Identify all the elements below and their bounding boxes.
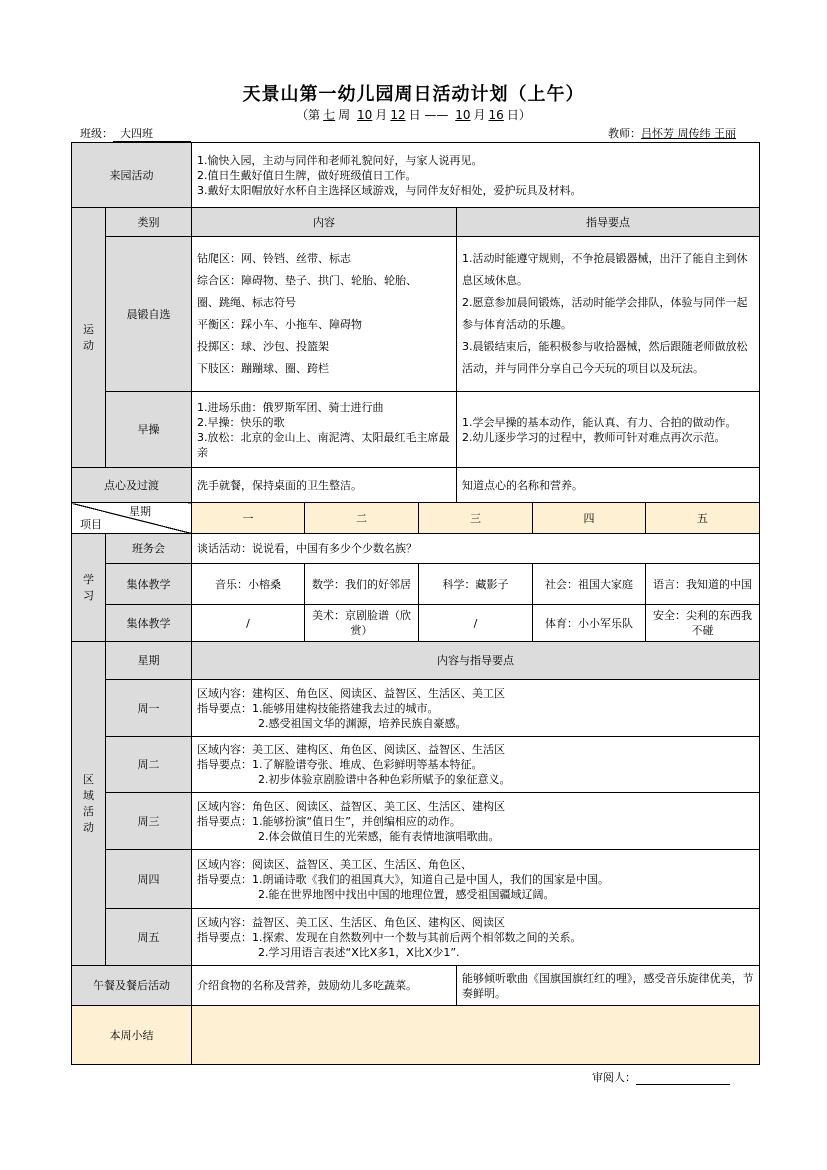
morning-content [192,237,457,392]
teacher-value: 吕怀芳 周传纬 王丽 [641,127,736,140]
sports-section-label [72,208,106,468]
month-label: 月 [375,108,388,122]
area-guide: 2.初步体验京剧脸谱中各种色彩所赋予的象征意义。 [258,773,511,786]
morning-content-line: 平衡区：踩小车、小拖车、障碍物 [197,318,362,331]
area-char: 区 [83,772,94,786]
content-header: 内容 [192,208,457,237]
lesson2-mon: / [192,605,305,642]
area-guide: 指导要点：1.了解脸谱夸张、堆成、色彩鲜明等基本特征。 [197,758,483,771]
exercise-guide [457,392,760,468]
lesson-fri: 语言：我知道的中国 [646,564,760,605]
arrival-content [192,143,760,208]
to-month: 10 [455,108,471,122]
morning-content-line: 圈、跳绳、标志符号 [197,296,296,309]
sports-char: 运 [83,322,94,336]
exercise-guide-line: 2.幼儿逐步学习的过程中，教师可针对难点再次示范。 [462,430,726,444]
area-day-tue: 周二 [106,737,192,793]
arrival-line: 2.值日生戴好值日生牌，做好班级值日工作。 [197,168,417,182]
area-detail-wed [192,793,760,850]
area-guide: 指导要点：1.能够用建构技能搭建我去过的城市。 [197,701,439,715]
area-guide: 2.体会做值日生的光荣感，能有表情地演唱歌曲。 [258,829,500,843]
group-teaching-label-2: 集体教学 [106,605,192,642]
week-prefix: （第 [296,108,321,122]
morning-content-line: 综合区：障碍物、垫子、拱门、轮胎、轮胎、 [197,274,417,287]
lesson-wed: 科学：藏影子 [419,564,533,605]
exercise-content [192,392,457,468]
exercise-row [72,392,760,468]
lesson-thu: 社会：祖国大家庭 [533,564,646,605]
morning-guide-line: 2.愿意参加晨间锻炼，活动时能学会排队，体验与同伴一起参与体育活动的乐趣。 [462,296,748,331]
area-content-header: 内容与指导要点 [192,642,760,680]
morning-row [72,237,760,392]
class-info [80,125,191,142]
group-teaching-row-1 [72,564,760,605]
class-meeting-content: 谈话活动：说说看，中国有多少个少数名族？ [192,534,760,564]
area-guide: 2.感受祖国文华的渊源，培养民族自豪感。 [258,716,467,730]
morning-content-line: 投掷区：球、沙包、投篮架 [197,340,329,353]
activity-plan-table [71,142,760,1065]
arrival-line: 1.愉快入园，主动与同伴和老师礼貌问好，与家人说再见。 [197,153,483,167]
area-detail-thu [192,850,760,909]
lunch-label: 午餐及餐后活动 [72,966,192,1006]
guide-header: 指导要点 [457,208,760,237]
snack-label: 点心及过渡 [72,468,192,503]
day-label: 日 —— [408,108,449,122]
day-header-tue: 二 [305,503,419,534]
area-day-header: 星期 [106,642,192,680]
item-corner-label: 项目 [80,518,102,531]
area-row-mon [72,680,760,737]
area-day-fri: 周五 [106,909,192,966]
day-header-wed: 三 [419,503,533,534]
area-guide: 指导要点：1.探索、发现在自然数列中一个数与其前后两个相邻数之间的关系。 [197,930,582,944]
range-end: 日） [506,108,531,122]
days-diagonal-header [72,503,192,534]
weekday-corner-label: 星期 [129,505,151,518]
area-row-thu [72,850,760,909]
class-value: 大四班 [120,127,153,140]
page-title: 天景山第一幼儿园周日活动计划（上午） [242,84,585,105]
morning-content-line: 钻爬区：网、铃铛、丝带、标志 [197,252,351,265]
area-guide: 2.能在世界地图中找出中国的地理位置，感受祖国疆域辽阔。 [258,887,555,901]
area-guide: 指导要点：1.朗诵诗歌《我们的祖国真大》，知道自己是中国人，我们的国家是中国。 [197,872,609,886]
study-section-label [72,534,106,642]
area-zones: 区域内容：角色区、阅读区、益智区、美工区、生活区、建构区 [197,799,505,813]
exercise-content-line: 3.放松：北京的金山上、南泥湾、太阳最红毛主席最亲 [197,430,450,459]
week-number: 七 [323,108,336,122]
sports-header-row [72,208,760,237]
teacher-label: 教师： [608,127,641,140]
exercise-guide-line: 1.学会早操的基本动作，能认真、有力、合拍的做动作。 [462,415,737,429]
area-section-label [72,642,106,966]
study-char: 学 [83,572,94,586]
sports-char: 动 [83,338,94,352]
lesson2-tue: 美术：京剧脸谱（欣赏） [305,605,419,642]
to-day: 16 [488,108,504,122]
class-meeting-label: 班务会 [106,534,192,564]
snack-content: 洗手就餐，保持桌面的卫生整洁。 [192,468,457,503]
area-day-thu: 周四 [106,850,192,909]
exercise-content-line: 2.早操：快乐的歌 [197,415,285,429]
lunch-row [72,966,760,1006]
arrival-line: 3.戴好太阳帽放好水杯自主选择区域游戏，与同伴友好相处，爱护玩具及材料。 [197,183,582,197]
lesson2-fri: 安全：尖利的东西我不碰 [646,605,760,642]
area-guide: 2.学习用语言表述“X比X多1，X比X少1”. [258,945,460,959]
days-header-row [72,503,760,534]
area-detail-fri [192,909,760,966]
area-row-wed [72,793,760,850]
area-char: 域 [83,788,94,802]
study-char: 习 [83,588,94,602]
day-header-fri: 五 [646,503,760,534]
snack-guide: 知道点心的名称和营养。 [457,468,760,503]
snack-row [72,468,760,503]
lunch-guide: 能够倾听歌曲《国旗国旗红红的哩》，感受音乐旋律优美，节奏鲜明。 [457,966,760,1006]
class-meeting-row [72,534,760,564]
from-month: 10 [357,108,373,122]
exercise-content-line: 1.进场乐曲：俄罗斯军团、骑士进行曲 [197,400,384,414]
area-detail-tue [192,737,760,793]
lunch-content: 介绍食物的名称及营养，鼓励幼儿多吃蔬菜。 [192,966,457,1006]
area-char: 活 [83,804,94,818]
morning-guide-line: 1.活动时能遵守规则，不争抢晨锻器械，出汗了能自主到休息区域休息。 [462,252,748,287]
week-range [0,106,827,123]
teacher-info [608,125,736,141]
area-row-fri [72,909,760,966]
arrival-row [72,143,760,208]
lesson2-wed: / [419,605,533,642]
area-guide: 指导要点：1.能够扮演“值日生”，并创编相应的动作。 [197,814,461,828]
group-teaching-label-1: 集体教学 [106,564,192,605]
lesson2-thu: 体育：小小军乐队 [533,605,646,642]
summary-label: 本周小结 [72,1006,192,1065]
area-zones: 区域内容：阅读区、益智区、美工区、生活区、角色区、 [197,857,472,871]
week-label: 周 [338,108,351,122]
area-detail-mon [192,680,760,737]
reviewer-label: 审阅人： [592,1071,636,1084]
morning-guide-line: 3.晨锻结束后，能积极参与收拾器械，然后跟随老师做放松活动，并与同伴分享自己今天玩的项目以及玩法。 [462,340,748,375]
area-day-wed: 周三 [106,793,192,850]
morning-content-line: 下肢区：蹦蹦球、圈、跨栏 [197,362,329,375]
class-value-line [113,125,191,142]
area-zones: 区域内容：建构区、角色区、阅读区、益智区、生活区、美工区 [197,686,505,700]
group-teaching-row-2 [72,605,760,642]
type-header: 类别 [106,208,192,237]
summary-content [192,1006,760,1065]
area-char: 动 [83,820,94,834]
arrival-label: 来园活动 [72,143,192,208]
area-row-tue [72,737,760,793]
exercise-label: 早操 [106,392,192,468]
area-header-row [72,642,760,680]
from-day: 12 [390,108,406,122]
reviewer-line [636,1071,730,1085]
summary-row [72,1006,760,1065]
class-label: 班级： [80,127,113,140]
lesson-mon: 音乐：小榕桑 [192,564,305,605]
morning-label: 晨锻自选 [106,237,192,392]
area-day-mon: 周一 [106,680,192,737]
day-header-mon: 一 [192,503,305,534]
day-header-thu: 四 [533,503,646,534]
reviewer-signature [592,1069,730,1085]
area-zones: 区域内容：益智区、美工区、生活区、角色区、建构区、阅读区 [197,915,505,929]
lesson-tue: 数学：我们的好邻居 [305,564,419,605]
morning-guide [457,237,760,392]
month-label-2: 月 [473,108,486,122]
area-zones: 区域内容：美工区、建构区、角色区、阅读区、益智区、生活区 [197,743,505,756]
